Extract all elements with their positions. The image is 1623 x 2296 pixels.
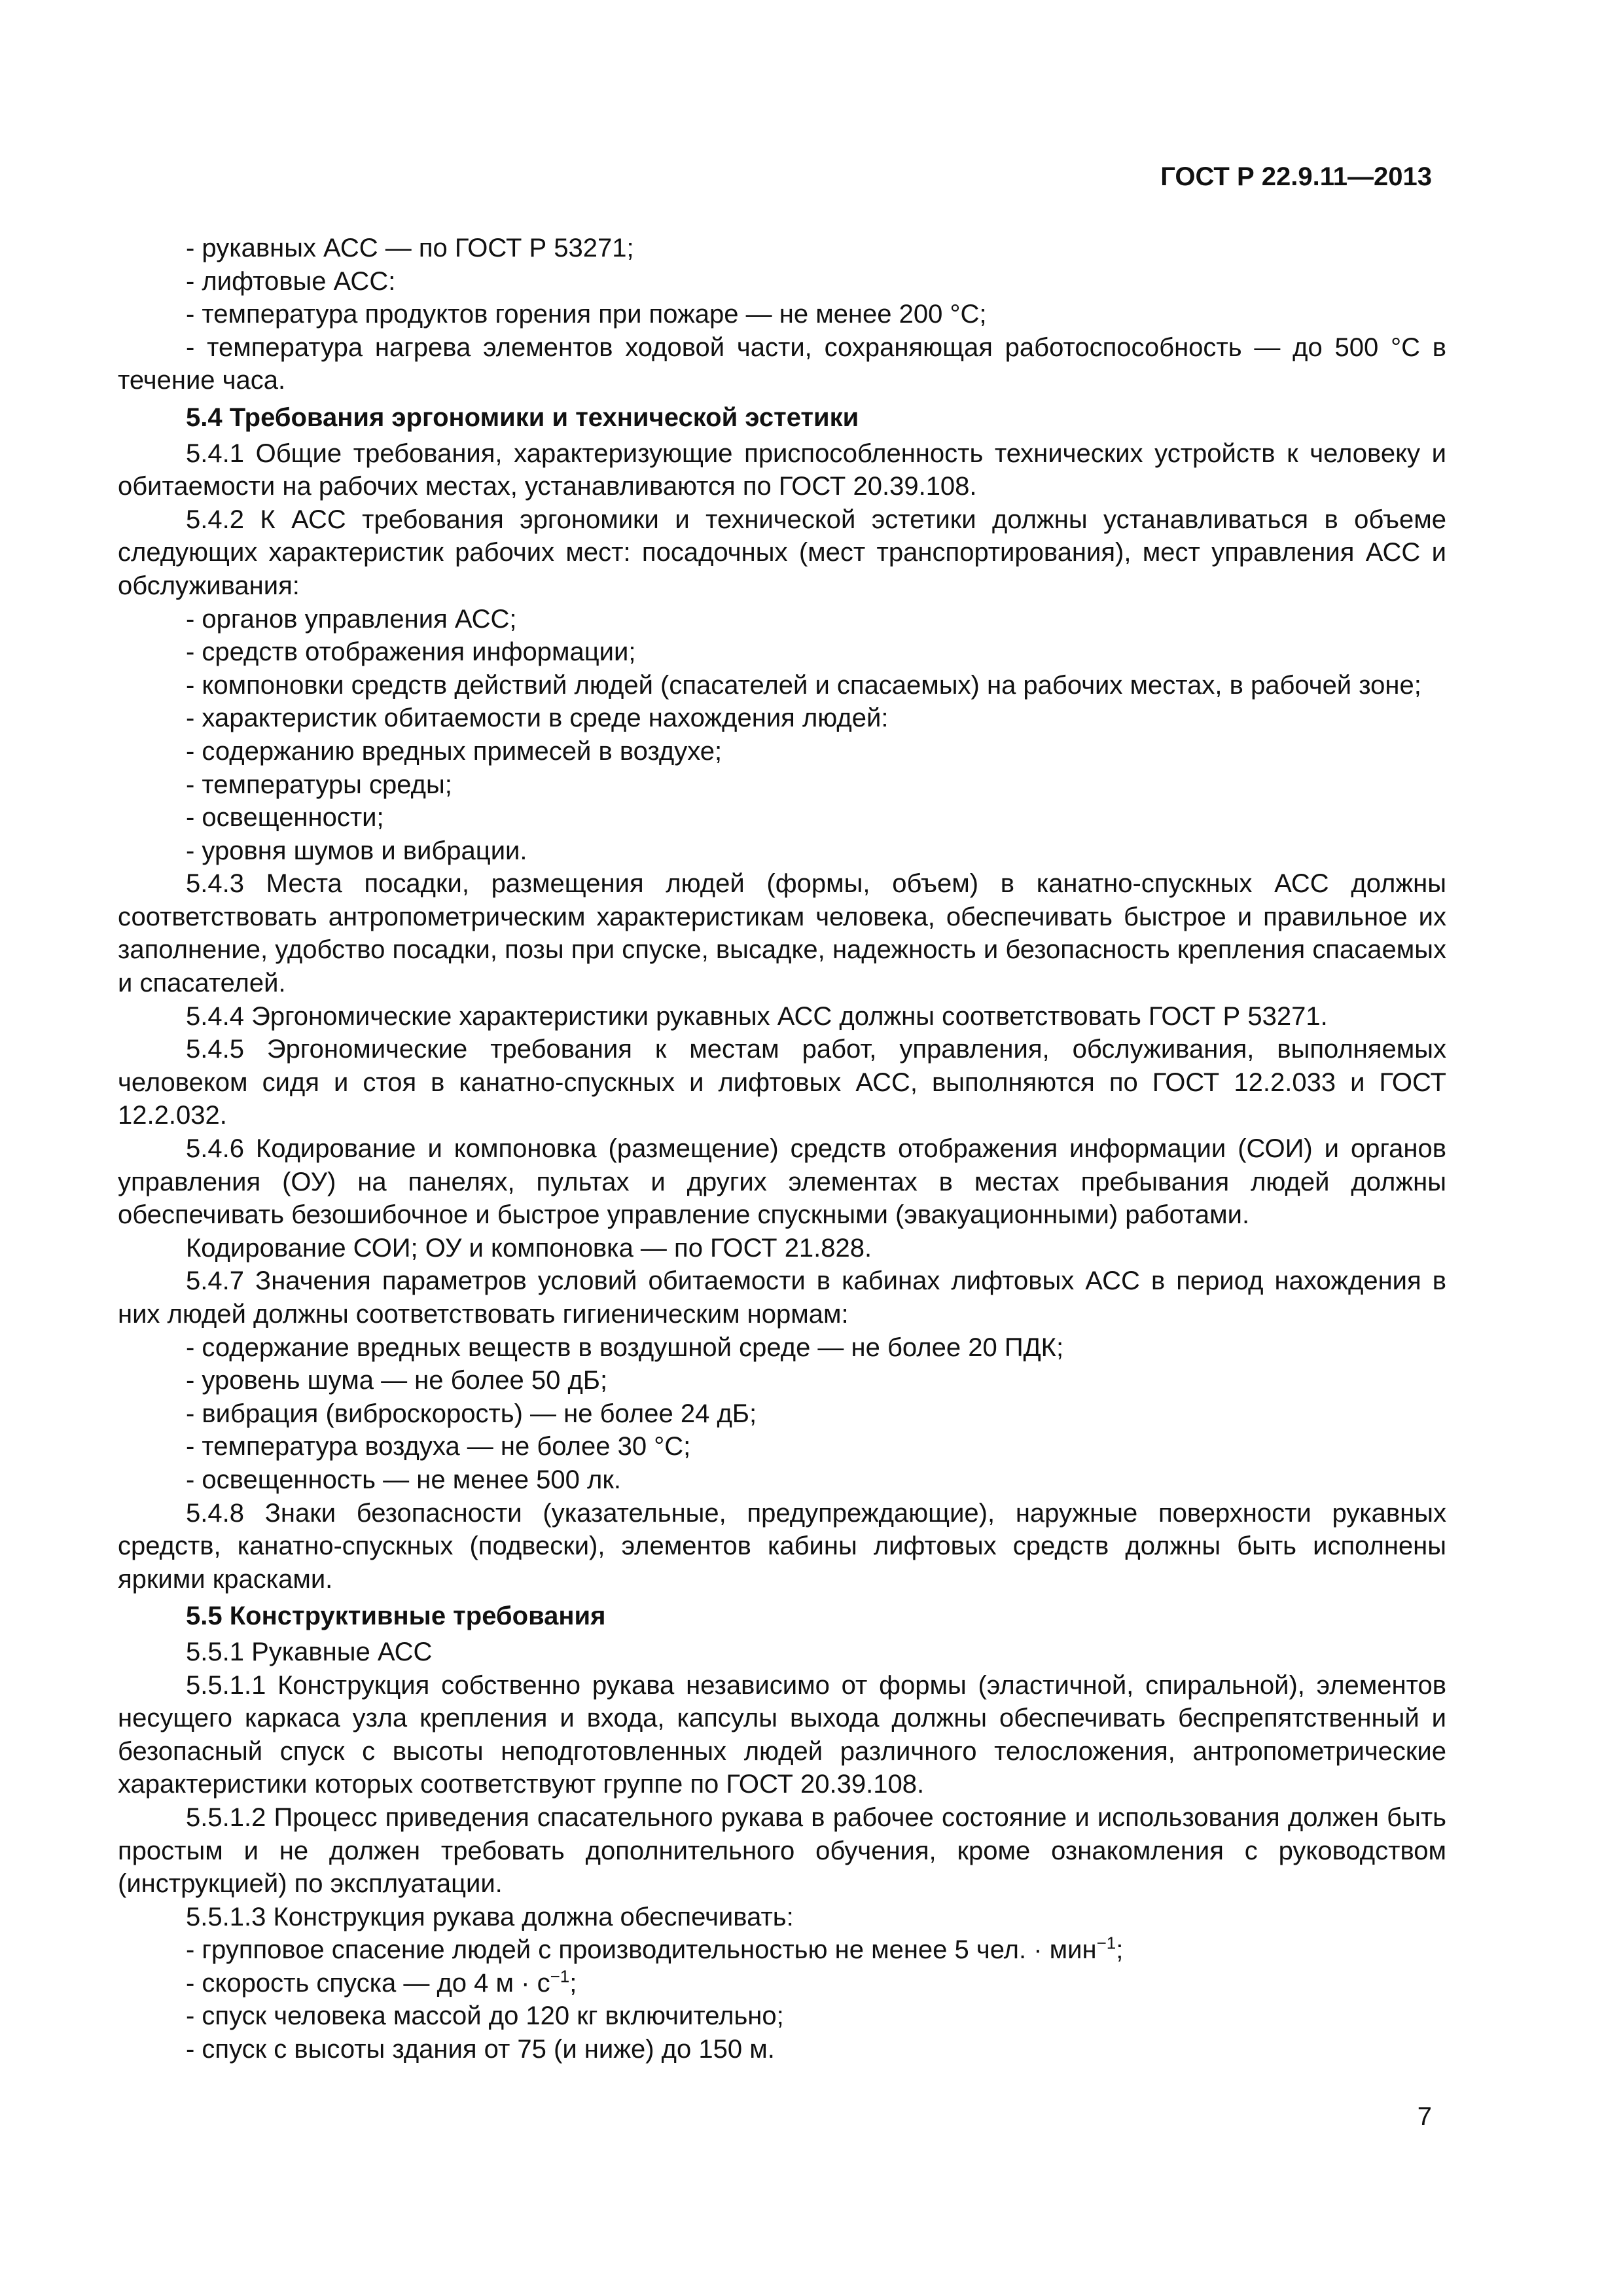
section-heading: 5.4 Требования эргономики и технической эстетики: [186, 403, 859, 432]
paragraph: 5.5.1.1 Конструкция собственно рукава независимо от формы (эластичной, спиральной), элементов несущего каркаса узла крепления и входа, капсулы выхода должны обеспечивать беспрепятственный и безопасный спуск с высоты неподготовленных людей различного телосложения, антропометрические характеристики которых соответствуют группе по ГОСТ 20.39.108.: [118, 1670, 1446, 1799]
list-item: - компоновки средств действий людей (спасателей и спасаемых) на рабочих местах, в рабочей зоне;: [186, 670, 1421, 700]
list-item-text: - скорость спуска — до 4 м · с: [186, 1968, 550, 1998]
list-item-end: ;: [569, 1968, 577, 1998]
subsection-title: 5.5.1 Рукавные АСС: [186, 1637, 433, 1666]
list-item: - средств отображения информации;: [186, 637, 636, 667]
list-item-end: ;: [1116, 1935, 1124, 1965]
list-item: - вибрация (виброскорость) — не более 24 дБ;: [186, 1399, 757, 1428]
list-item: - спуск с высоты здания от 75 (и ниже) до 150 м.: [186, 2035, 775, 2064]
paragraph: Кодирование СОИ; ОУ и компоновка — по ГОСТ 21.828.: [186, 1233, 872, 1263]
paragraph: 5.4.2 К АСС требования эргономики и технической эстетики должны устанавливаться в объеме следующих характеристик рабочих мест: посадочных (мест транспортирования), мест управления АСС и обслуживания:: [118, 505, 1446, 600]
paragraph: 5.4.1 Общие требования, характеризующие приспособленность технических устройств к человеку и обитаемости на рабочих местах, устанавливаются по ГОСТ 20.39.108.: [118, 439, 1446, 501]
document-body: [118, 232, 1446, 2066]
document-header: ГОСТ Р 22.9.11—2013: [1160, 162, 1432, 191]
paragraph: 5.4.3 Места посадки, размещения людей (формы, объем) в канатно-спускных АСС должны соответствовать антропометрическим характеристикам человека, обеспечивать быстрое и правильное их заполнение, удобство посадки, позы при спуске, высадке, надежность и безопасность крепления спасаемых и спасателей.: [118, 869, 1446, 998]
paragraph: 5.4.4 Эргономические характеристики рукавных АСС должны соответствовать ГОСТ Р 53271.: [186, 1001, 1328, 1031]
list-item: - лифтовые АСС:: [186, 266, 396, 296]
list-item: [118, 1967, 1446, 2000]
list-item: - содержанию вредных примесей в воздухе;: [186, 736, 722, 766]
page-number: 7: [1417, 2102, 1432, 2131]
superscript: −1: [550, 1966, 570, 1986]
list-item: - уровень шума — не более 50 дБ;: [186, 1366, 608, 1395]
section-heading: 5.5 Конструктивные требования: [186, 1602, 606, 1631]
list-item: - спуск человека массой до 120 кг включительно;: [186, 2001, 784, 2031]
list-item: - температура нагрева элементов ходовой части, сохраняющая работоспособность — до 500 °С в течение часа.: [118, 332, 1446, 395]
paragraph: 5.5.1.3 Конструкция рукава должна обеспечивать:: [186, 1902, 794, 1931]
paragraph: 5.4.6 Кодирование и компоновка (размещение) средств отображения информации (СОИ) и органов управления (ОУ) на панелях, пультах и других элементах в местах пребывания людей должны обеспечивать безошибочное и быстрое управление спускными (эвакуационными) работами.: [118, 1134, 1446, 1230]
list-item: - уровня шумов и вибрации.: [186, 836, 527, 865]
list-item: - температуры среды;: [186, 770, 452, 799]
list-item: - температура продуктов горения при пожаре — не менее 200 °С;: [186, 300, 987, 329]
list-item-text: - групповое спасение людей с производительностью не менее 5 чел. · мин: [186, 1935, 1097, 1965]
paragraph: 5.4.8 Знаки безопасности (указательные, предупреждающие), наружные поверхности рукавных средств, канатно-спускных (подвески), элементов кабины лифтовых средств должны быть исполнены яркими красками.: [118, 1498, 1446, 1594]
list-item: - характеристик обитаемости в среде нахождения людей:: [186, 704, 889, 733]
list-item: - освещенности;: [186, 803, 384, 833]
paragraph: 5.4.7 Значения параметров условий обитаемости в кабинах лифтовых АСС в период нахождения в них людей должны соответствовать гигиеническим нормам:: [118, 1266, 1446, 1329]
superscript: −1: [1096, 1933, 1116, 1953]
list-item: - рукавных АСС — по ГОСТ Р 53271;: [186, 234, 634, 262]
list-item: [118, 1933, 1446, 1967]
list-item: - содержание вредных веществ в воздушной среде — не более 20 ПДК;: [186, 1333, 1064, 1362]
list-item: - органов управления АСС;: [186, 604, 517, 634]
list-item: - температура воздуха — не более 30 °С;: [186, 1432, 691, 1462]
paragraph: 5.4.5 Эргономические требования к местам работ, управления, обслуживания, выполняемых человеком сидя и стоя в канатно-спускных и лифтовых АСС, выполняются по ГОСТ 12.2.033 и ГОСТ 12.2.032.: [118, 1035, 1446, 1130]
list-item: - освещенность — не менее 500 лк.: [186, 1465, 621, 1494]
paragraph: 5.5.1.2 Процесс приведения спасательного рукава в рабочее состояние и использования должен быть простым и не должен требовать дополнительного обучения, кроме ознакомления с руководством (инструкцией) по эксплуатации.: [118, 1803, 1446, 1899]
